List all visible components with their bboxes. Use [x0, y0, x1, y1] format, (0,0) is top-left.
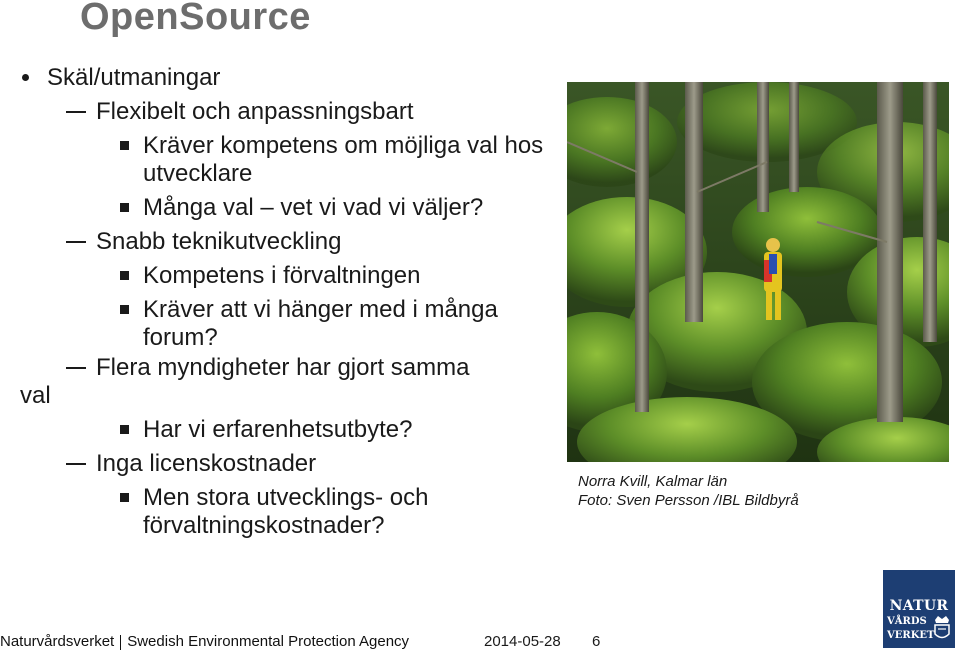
square-bullet-icon — [20, 262, 143, 290]
caption-location: Norra Kvill, Kalmar län — [578, 473, 728, 490]
bullet-item: Kompetens i förvaltningen — [20, 262, 421, 290]
bullet-item: Flera myndigheter har gjort samma val — [20, 354, 470, 409]
dash-icon — [20, 228, 96, 256]
footer-org-en: Swedish Environmental Protection Agency — [127, 633, 410, 650]
bullet-dot-icon — [20, 64, 47, 92]
dash-icon — [20, 98, 96, 126]
bullet-item: Snabb teknikutveckling — [20, 228, 341, 256]
caption-credit: Foto: Sven Persson /IBL Bildbyrå — [578, 492, 799, 509]
bullet-item: Kräver att vi hänger med i många forum? — [20, 296, 565, 352]
square-bullet-icon — [20, 484, 143, 512]
naturvardsverket-logo: NATUR VÅRDS VERKET — [883, 570, 955, 648]
crown-shield-icon — [933, 614, 951, 642]
footer-org: Naturvårdsverket — [0, 633, 115, 650]
square-bullet-icon — [20, 296, 143, 324]
bullet-item: Har vi erfarenhetsutbyte? — [20, 416, 412, 444]
bullet-item: Flexibelt och anpassningsbart — [20, 98, 414, 126]
bullet-item: Inga licenskostnader — [20, 450, 316, 478]
bullet-item: Men stora utvecklings- och förvaltningskostnader? — [20, 484, 565, 540]
square-bullet-icon — [20, 416, 143, 444]
square-bullet-icon — [20, 132, 143, 160]
bullet-item: Många val – vet vi vad vi väljer? — [20, 194, 483, 222]
bullet-item: Kräver kompetens om möjliga val hos utvecklare — [20, 132, 565, 188]
footer-page-number: 6 — [592, 633, 601, 650]
bullet-item: Skäl/utmaningar — [20, 64, 220, 92]
footer — [0, 632, 409, 652]
dash-icon — [20, 354, 96, 382]
photo-caption — [578, 472, 799, 510]
footer-divider — [120, 635, 121, 650]
slide-title: OpenSource — [80, 0, 311, 38]
forest-photo — [567, 82, 949, 462]
square-bullet-icon — [20, 194, 143, 222]
footer-date: 2014-05-28 — [484, 633, 561, 650]
forest-photo-image — [567, 82, 949, 462]
dash-icon — [20, 450, 96, 478]
